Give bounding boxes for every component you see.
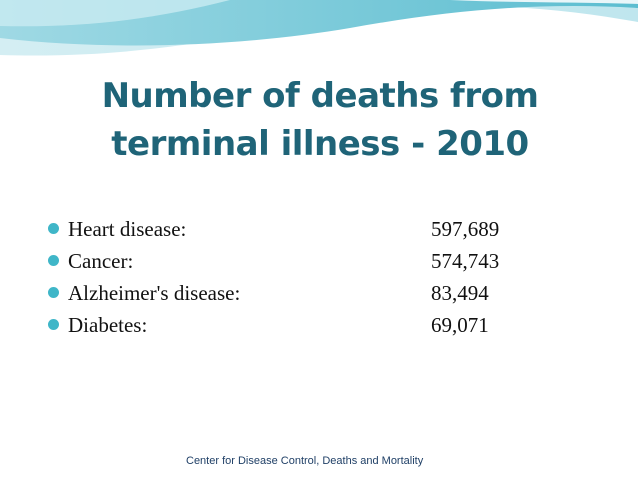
- source-footer: Center for Disease Control, Deaths and Mortality: [186, 455, 424, 467]
- list-item-alzheimers-disease: [48, 281, 548, 313]
- slide-title-line-2: terminal illness - 2010: [111, 124, 529, 164]
- bullet-dot-icon: [48, 319, 59, 330]
- list-item-diabetes: [48, 313, 548, 345]
- list-item-cancer: [48, 249, 548, 281]
- bullet-dot-icon: [48, 255, 59, 266]
- list-item-value: 83,494: [431, 281, 489, 305]
- slide-title: [60, 72, 580, 168]
- list-item-label: Alzheimer's disease:: [68, 281, 241, 305]
- bullet-dot-icon: [48, 287, 59, 298]
- deaths-list: [48, 217, 548, 345]
- list-item-label: Diabetes:: [68, 313, 148, 337]
- list-item-label: Cancer:: [68, 249, 134, 273]
- list-item-value: 597,689: [431, 217, 500, 241]
- bullet-dot-icon: [48, 223, 59, 234]
- list-item-label: Heart disease:: [68, 217, 187, 241]
- list-item-value: 574,743: [431, 249, 500, 273]
- slide-title-line-1: Number of deaths from: [101, 76, 539, 116]
- list-item-heart-disease: [48, 217, 548, 249]
- list-item-value: 69,071: [431, 313, 489, 337]
